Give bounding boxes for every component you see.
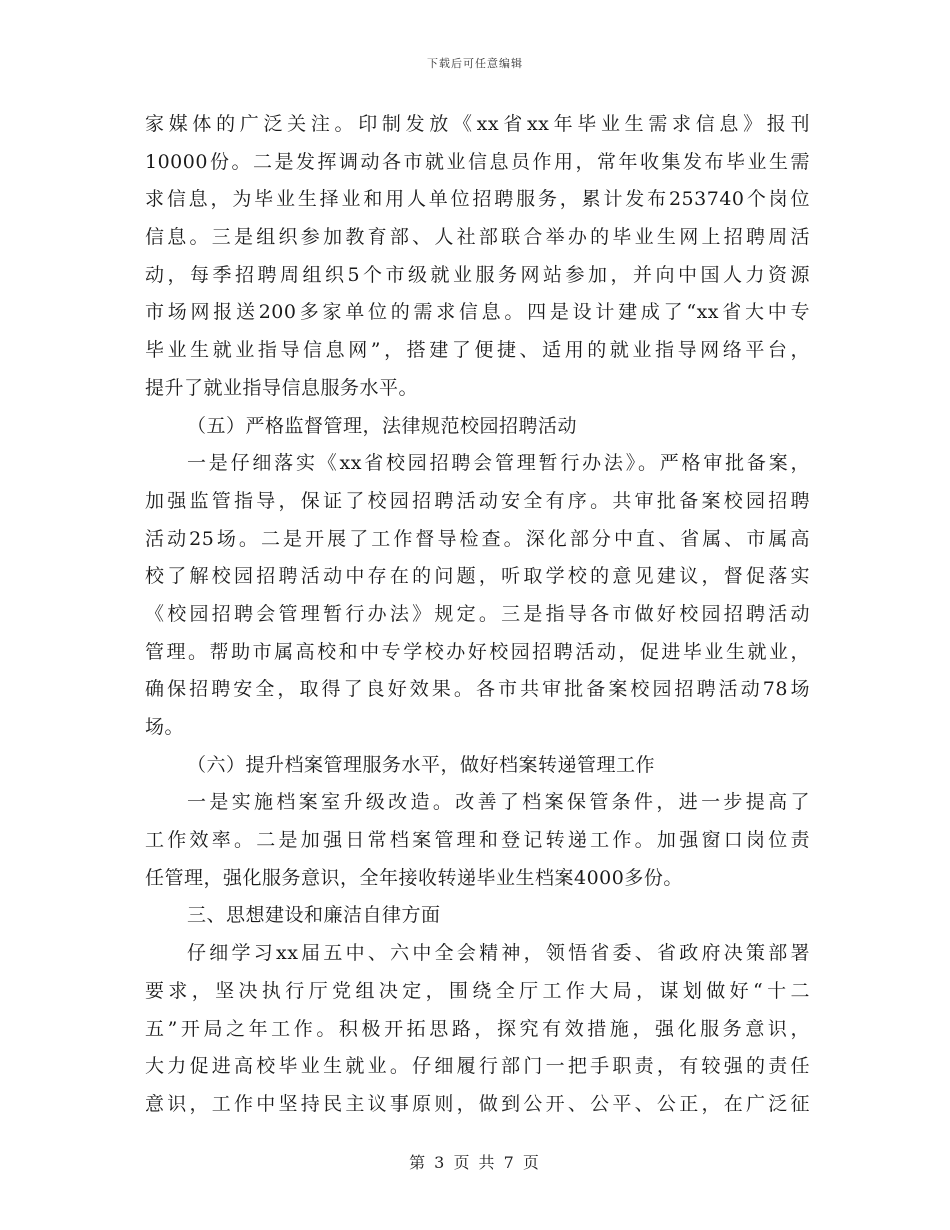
page-footer: 第 3 页 共 7 页 [409, 1153, 541, 1172]
text-line-23: 仔细学习xx届五中、六中全会精神，领悟省委、省政府决策部署 [187, 942, 810, 965]
text-line-13: 校了解校园招聘活动中存在的问题，听取学校的意见建议，督促落实 [145, 565, 810, 588]
page-header: 下载后可任意编辑 [427, 57, 523, 70]
text-line-26: 大力促进高校毕业生就业。仔细履行部门一把手职责，有较强的责任 [145, 1055, 810, 1078]
text-line-4: 信息。三是组织参加教育部、人社部联合举办的毕业生网上招聘周活 [145, 226, 810, 249]
text-line-15: 管理。帮助市属高校和中专学校办好校园招聘活动，促进毕业生就业， [145, 640, 810, 663]
section-heading-3: 三、思想建设和廉洁自律方面 [187, 904, 441, 927]
text-line-14: 《校园招聘会管理暂行办法》规定。三是指导各市做好校园招聘活动 [145, 602, 810, 625]
text-line-2: 10000份。二是发挥调动各市就业信息员作用，常年收集发布毕业生需 [145, 150, 810, 173]
text-line-27: 意识，工作中坚持民主议事原则，做到公开、公平、公正，在广泛征 [145, 1092, 810, 1115]
text-line-7: 毕业生就业指导信息网”，搭建了便捷、适用的就业指导网络平台， [145, 339, 810, 362]
text-line-11: 加强监管指导，保证了校园招聘活动安全有序。共审批备案校园招聘 [145, 489, 810, 512]
text-line-17: 场。 [145, 716, 185, 738]
text-line-25: 五”开局之年工作。积极开拓思路，探究有效措施，强化服务意识， [145, 1017, 810, 1040]
text-line-5: 动，每季招聘周组织5个市级就业服务网站参加，并向中国人力资源 [145, 263, 810, 286]
text-line-12: 活动25场。二是开展了工作督导检查。深化部分中直、省属、市属高 [145, 527, 810, 550]
text-line-21: 任管理，强化服务意识，全年接收转递毕业生档案4000多份。 [145, 866, 683, 889]
section-heading-5: （五）严格监督管理，法律规范校园招聘活动 [187, 414, 578, 437]
text-line-16: 确保招聘安全，取得了良好效果。各市共审批备案校园招聘活动78场 [145, 678, 810, 701]
text-line-8: 提升了就业指导信息服务水平。 [145, 376, 419, 399]
text-line-10: 一是仔细落实《xx省校园招聘会管理暂行办法》。严格审批备案， [187, 452, 810, 475]
text-line-6: 市场网报送200多家单位的需求信息。四是设计建成了“xx省大中专 [145, 301, 810, 324]
text-line-19: 一是实施档案室升级改造。改善了档案保管条件，进一步提高了 [187, 791, 810, 814]
document-body [145, 106, 810, 1124]
text-line-1: 家媒体的广泛关注。印制发放《xx省xx年毕业生需求信息》报刊 [145, 113, 810, 135]
section-heading-6: （六）提升档案管理服务水平，做好档案转递管理工作 [187, 753, 656, 776]
text-line-3: 求信息，为毕业生择业和用人单位招聘服务，累计发布253740个岗位 [145, 188, 810, 211]
text-line-20: 工作效率。二是加强日常档案管理和登记转递工作。加强窗口岗位责 [145, 829, 810, 852]
text-line-24: 要求，坚决执行厅党组决定，围绕全厅工作大局，谋划做好“十二 [145, 979, 810, 1002]
